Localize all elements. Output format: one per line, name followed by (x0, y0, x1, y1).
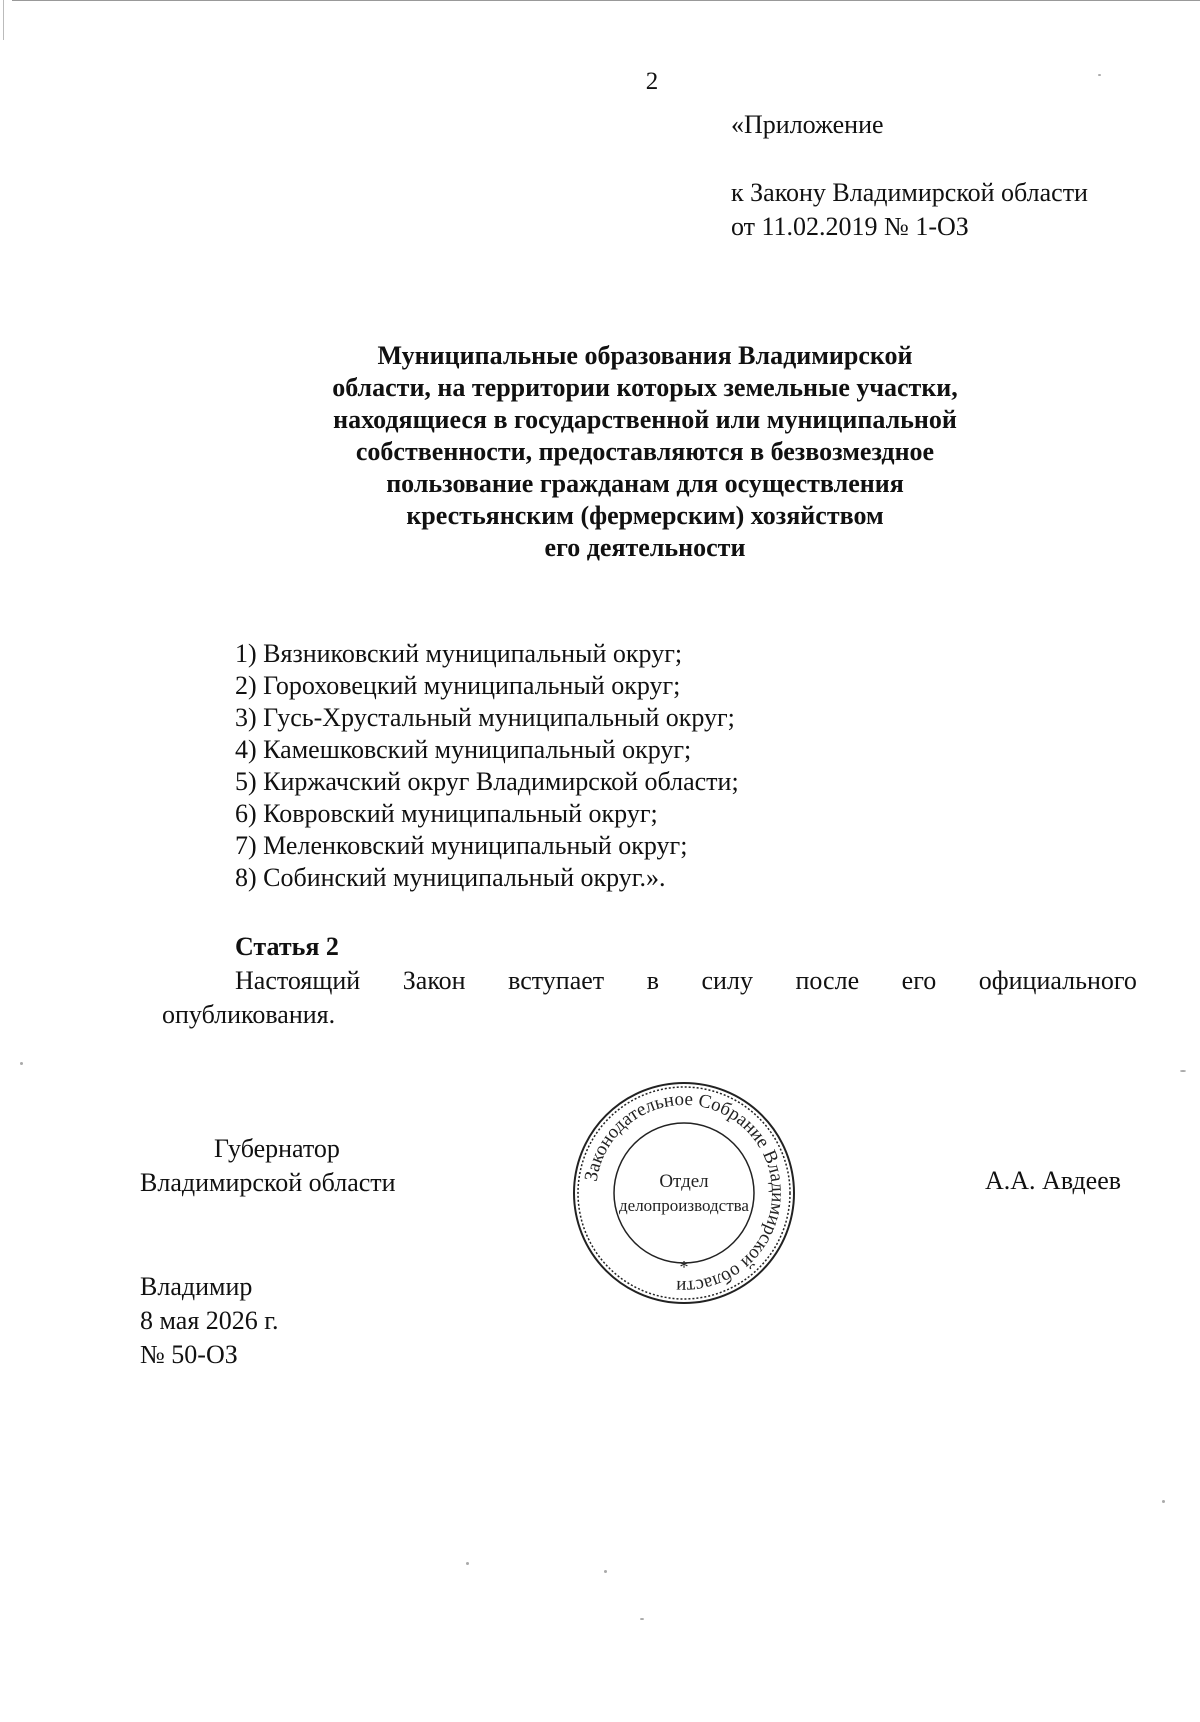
paragraph-word: после (795, 966, 860, 995)
scan-speck (20, 1062, 23, 1065)
scan-speck (1162, 1500, 1165, 1503)
scan-speck (1180, 1070, 1186, 1072)
paragraph-word: Настоящий (235, 966, 361, 995)
appendix-line-1: «Приложение (731, 110, 884, 139)
list-item: 7) Меленковский муниципальный округ; (235, 831, 688, 860)
list-item: 5) Киржачский округ Владимирской области; (235, 767, 739, 796)
page-number: 2 (645, 68, 659, 95)
list-item: 8) Собинский муниципальный округ.». (235, 863, 666, 892)
list-item: 3) Гусь-Хрустальный муниципальный округ; (235, 703, 735, 732)
appendix-line-2: к Закону Владимирской области (731, 178, 1088, 207)
paragraph-word: в (646, 966, 659, 995)
appendix-header (731, 108, 1088, 244)
title-line: его деятельности (544, 533, 746, 562)
list-item: 6) Ковровский муниципальный округ; (235, 799, 658, 828)
list-item: 1) Вязниковский муниципальный округ; (235, 639, 683, 668)
list-item: 2) Гороховецкий муниципальный округ; (235, 671, 681, 700)
paragraph-word: силу (701, 966, 753, 995)
document-title (300, 340, 990, 564)
title-line: области, на территории которых земельные участки, (332, 373, 958, 402)
title-line: Муниципальные образования Владимирской (377, 341, 913, 370)
document-number: № 50-ОЗ (140, 1340, 238, 1369)
appendix-line-3: от 11.02.2019 № 1-ОЗ (731, 212, 969, 241)
document-date: 8 мая 2026 г. (140, 1306, 279, 1335)
scan-speck (640, 1618, 644, 1620)
title-line: собственности, предоставляются в безвозмездное (355, 437, 935, 466)
signatory-title-line-1: Губернатор (214, 1134, 340, 1163)
place-and-date (140, 1270, 279, 1372)
stamp-inner-ring (614, 1123, 754, 1263)
stamp-center-line-2: делопроизводства (619, 1196, 749, 1215)
list-item: 4) Камешковский муниципальный округ; (235, 735, 692, 764)
scan-speck (466, 1562, 469, 1565)
paragraph-word: вступает (508, 966, 605, 995)
article-heading: Статья 2 (235, 932, 339, 961)
paragraph-word: его (901, 966, 937, 995)
scan-speck (1098, 74, 1101, 76)
scan-edge-top (12, 0, 1200, 1)
scan-speck (604, 1570, 607, 1573)
signatory-name: А.А. Авдеев (985, 1166, 1122, 1195)
article-paragraph (162, 964, 1137, 1032)
title-line: пользование гражданам для осуществления (386, 469, 904, 498)
stamp-ring-textpath: Законодательное Собрание Владимирской области (580, 1088, 789, 1298)
title-line: крестьянским (фермерским) хозяйством (406, 501, 884, 530)
paragraph-word: Закон (402, 966, 466, 995)
official-stamp (571, 1080, 797, 1306)
title-line: находящиеся в государственной или муниципальной (333, 405, 957, 434)
signatory-title (140, 1132, 396, 1200)
signatory-title-line-2: Владимирской области (140, 1168, 396, 1197)
paragraph-line-1 (162, 964, 1137, 998)
paragraph-word: официального (978, 966, 1137, 995)
scan-edge-left (3, 0, 4, 40)
place-city: Владимир (140, 1272, 253, 1301)
paragraph-line-2: опубликования. (162, 1000, 336, 1029)
stamp-star: * (679, 1257, 689, 1277)
municipality-list (235, 638, 739, 894)
stamp-center-line-1: Отдел (659, 1171, 709, 1192)
